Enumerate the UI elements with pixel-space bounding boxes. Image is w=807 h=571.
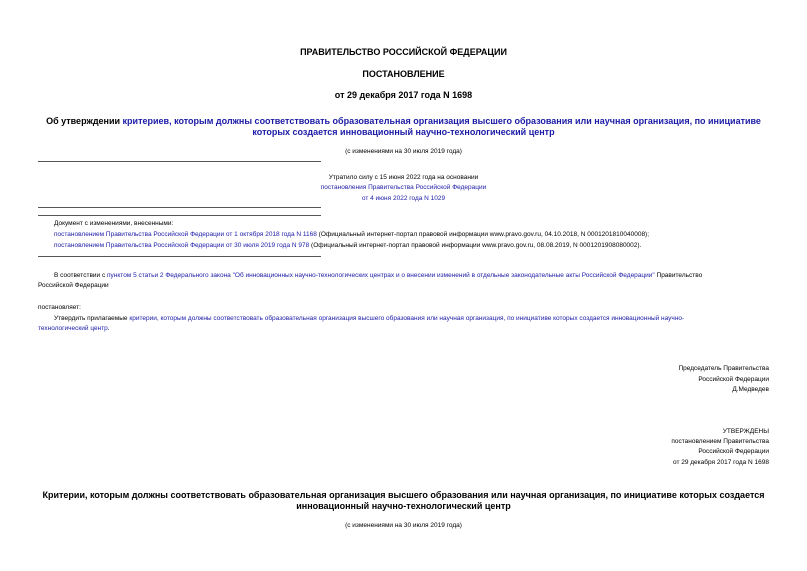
signature-name: Д.Медведев: [732, 386, 769, 393]
title-prefix: Об утверждении: [46, 116, 123, 126]
changes-item-1: [54, 231, 649, 238]
changes-item-2-text: (Официальный интернет-портал правовой информации www.pravo.gov.ru, 08.08.2019, N 0001201908080002).: [309, 242, 642, 249]
basis-law-link[interactable]: пунктом 5 статьи 2 Федерального закона "Об инновационных научно-технологических центрах и о внесении изменений в отдельные законодательные акты Российской Федерации": [107, 272, 655, 279]
divider: [38, 256, 321, 257]
basis-paragraph: [54, 272, 702, 279]
title-link[interactable]: критериев, которым должны соответствовать образовательная организация высшего образования или научная организация, по инициативе: [122, 116, 761, 126]
changes-intro: Документ с изменениями, внесенными:: [54, 220, 174, 227]
criteria-title-line1: Критерии, которым должны соответствовать образовательная организация высшего образования или научная организация, по инициативе которых создается: [42, 490, 765, 500]
expired-line1: Утратило силу с 15 июня 2022 года на основании: [328, 174, 479, 181]
approve-criteria-link-cont[interactable]: технологический центр: [38, 325, 108, 332]
changes-item-2: [54, 242, 641, 249]
divider: [38, 207, 321, 208]
criteria-amendment-note: (с изменениями на 30 июля 2019 года): [345, 522, 462, 529]
approved-line2: постановлением Правительства: [671, 438, 769, 445]
document-date-number: от 29 декабря 2017 года N 1698: [334, 90, 473, 100]
approve-paragraph: [54, 315, 684, 322]
criteria-title-line2: инновационный научно-технологический центр: [296, 501, 511, 511]
expired-link-line2[interactable]: постановления Правительства Российской Федерации: [320, 184, 487, 191]
signature-country: Российской Федерации: [698, 376, 769, 383]
changes-item-1-link[interactable]: постановлением Правительства Российской Федерации от 1 октября 2018 года N 1168: [54, 231, 317, 238]
changes-item-1-text: (Официальный интернет-портал правовой информации www.pravo.gov.ru, 04.10.2018, N 0001201810040008);: [316, 231, 650, 238]
approved-label: УТВЕРЖДЕНЫ: [722, 428, 769, 435]
approved-line3: Российской Федерации: [698, 448, 769, 455]
approve-end: .: [107, 325, 110, 332]
divider: [38, 215, 321, 216]
government-name: ПРАВИТЕЛЬСТВО РОССИЙСКОЙ ФЕДЕРАЦИИ: [300, 47, 507, 57]
divider: [38, 161, 321, 162]
approve-line2: [38, 325, 110, 332]
basis-prefix: В соответствии с: [54, 272, 108, 279]
signature-title: Председатель Правительства: [678, 365, 769, 372]
expired-link-line3[interactable]: от 4 июня 2022 года N 1029: [361, 195, 446, 202]
decides-text: постановляет:: [38, 304, 81, 311]
title-line2[interactable]: которых создается инновационный научно-технологический центр: [252, 127, 555, 137]
amendment-note: (с изменениями на 30 июля 2019 года): [345, 148, 462, 155]
basis-suffix: Правительство: [654, 272, 703, 279]
approve-criteria-link[interactable]: критерии, которым должны соответствовать образовательная организация высшего образования или научная организация, по инициативе которых создается инновационный научно-: [129, 315, 685, 322]
basis-line2: Российской Федерации: [38, 282, 109, 289]
document-type: ПОСТАНОВЛЕНИЕ: [362, 69, 445, 79]
changes-item-2-link[interactable]: постановлением Правительства Российской Федерации от 30 июля 2019 года N 978: [54, 242, 310, 249]
document-title: [0, 116, 807, 126]
approve-prefix: Утвердить прилагаемые: [54, 315, 130, 322]
approved-line4: от 29 декабря 2017 года N 1698: [672, 459, 769, 466]
